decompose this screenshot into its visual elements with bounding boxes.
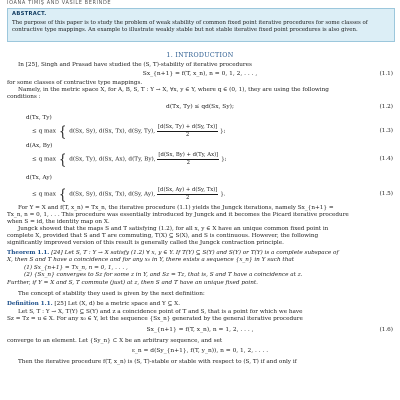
- left-brace: {: [58, 122, 67, 140]
- left-brace: {: [58, 150, 67, 168]
- running-header: IOANA TIMIŞ AND VASILE BERINDE: [7, 0, 112, 6]
- equation-1-6-number: (1.6): [379, 327, 393, 333]
- definition-line4: converge to an element. Let {Sy_n} ⊂ X be an arbitrary sequence, and set: [7, 338, 223, 344]
- eq5-frac-den: 2: [185, 194, 190, 201]
- left-brace: {: [58, 185, 67, 203]
- eq4-frac-den: 2: [186, 159, 190, 166]
- equation-1-4-lhs: d(Ax, By): [26, 143, 53, 149]
- definition-heading: Definition 1.1.: [7, 301, 53, 307]
- eq3-fraction: [157, 124, 218, 137]
- theorem-line3: Further, if Y = X and S, T commute (just) at z, then S and T have an unique fixed point.: [7, 280, 258, 286]
- equation-1-1: Sx_{n+1} = f(T, x_n), n = 0, 1, 2, . . . ,: [142, 71, 258, 77]
- eq3-args: d(Sx, Sy), d(Sx, Tx), d(Sy, Ty),: [69, 128, 156, 135]
- equation-1-6: Sx_{n+1} = f(T, x_n), n = 1, 2, . . . ,: [146, 327, 254, 333]
- theorem-item-2: (2) {Sx_n} converges to Sz for some z in Y, and Sz = Tz, that is, S and T have a coincidence at z.: [24, 272, 303, 278]
- eq3-frac-num: [d(Sx, Ty) + d(Sy, Tx)]: [157, 124, 218, 131]
- para1-line4: conditions :: [7, 94, 41, 100]
- equation-1-1-number: (1.1): [379, 71, 393, 77]
- eq4-prefix: ≤ q max: [32, 156, 57, 163]
- para3-line1: The concept of stability they used is given by the next definition:: [18, 291, 205, 297]
- para2-line2: Tx_n, n = 0, 1, . . . This procedure was essentially introduced by Jungck and it becomes the Picard iterative procedure: [7, 212, 349, 218]
- definition-line1: [7, 301, 393, 308]
- equation-1-4-rhs: [32, 152, 227, 166]
- equation-1-5-rhs: [32, 187, 226, 201]
- definition-line5: Then the iterative procedure f(T, x_n) is (S, T)-stable or stable with respect to (S, T) if and only if: [18, 359, 297, 365]
- definition-line3: Sz = Tz = u ∈ X. For any x₀ ∈ Y, let the sequence {Sx_n} generated by the general iterative procedure: [7, 316, 303, 322]
- abstract-text: The purpose of this paper is to study the problem of weak stability of common fixed point iterative procedures for some classes of contractive type mappings. An example to illustrate weakly stable but not stable iterative fixed point procedures is also given.: [12, 20, 368, 34]
- equation-1-4-number: (1.4): [379, 156, 393, 162]
- equation-1-3-number: (1.3): [379, 128, 393, 134]
- para1-line3: Namely, in the metric space X, for A, B, S, T : Y → X, ∀x, y ∈ Y, where q ∈ (0, 1), they are using the following: [18, 87, 329, 93]
- para2-line4: Jungck showed that the maps S and T satisfying (1.2), for all x, y ∈ X have an unique common fixed point in: [18, 226, 329, 232]
- para2-line5: complete X, provided that S and T are commuting, T(X) ⊆ S(X), and S is continuous. However, the following: [7, 233, 319, 239]
- equation-1-2-number: (1.2): [379, 104, 393, 110]
- eq3-end: };: [220, 128, 226, 135]
- equation-1-5-lhs: d(Tx, Ay): [26, 175, 52, 181]
- para2-line6: significantly improved version of this result is generally called the Jungck contraction principle.: [7, 240, 284, 246]
- equation-epsilon: ε_n = d(Sy_{n+1}, f(T, y_n)), n = 0, 1, 2, . . . .: [131, 348, 269, 354]
- section-title: 1. INTRODUCTION: [166, 52, 234, 59]
- equation-1-3-lhs: d(Tx, Ty): [26, 115, 52, 121]
- eq5-fraction: [157, 187, 218, 200]
- para2-line1: For Y = X and f(T, x_n) = Tx_n, the iterative procedure (1.1) yields the Jungck iterations, namely Sx_{n+1} =: [18, 205, 334, 211]
- theorem-text-1: [24] Let S, T : Y → X satisfy (1.2) ∀ x, y ∈ Y. If T(Y) ⊆ S(Y) and S(Y) or T(Y) is a complete subspace of: [51, 250, 339, 256]
- eq5-end: }.: [220, 191, 226, 198]
- theorem-item-1: (1) Sx_{n+1} = Tx_n, n = 0, 1, . . . ,: [24, 265, 128, 271]
- abstract-box: [7, 8, 395, 42]
- para1-line2: for some classes of contractive type mappings.: [7, 80, 143, 86]
- eq3-frac-den: 2: [185, 131, 190, 138]
- definition-text-1: [25] Let (X, d) be a metric space and Y ⊆ X.: [54, 301, 181, 307]
- equation-1-2: d(Tx, Ty) ≤ qd(Sx, Sy);: [166, 104, 234, 110]
- theorem-heading: Theorem 1.1.: [7, 250, 50, 256]
- eq3-prefix: ≤ q max: [32, 128, 57, 135]
- equation-1-3-rhs: [32, 124, 226, 138]
- equation-1-5-number: (1.5): [379, 191, 393, 197]
- abstract-title: ABSTRACT.: [12, 11, 47, 17]
- eq4-args: d(Sx, Ty), d(Sx, Ax), d(Ty, By),: [69, 156, 156, 163]
- eq4-end: };: [221, 156, 227, 163]
- eq5-args: d(Sx, Sy), d(Sx, Tx), d(Sy, Ay),: [69, 191, 156, 198]
- eq5-frac-num: [d(Sx, Ay) + d(Sy, Tx)]: [157, 187, 218, 194]
- eq5-prefix: ≤ q max: [32, 191, 57, 198]
- eq4-fraction: [157, 152, 219, 165]
- theorem-line2: X, then S and T have a coincidence and for any x₀ in Y, there exists a sequence {x_n} in Y such that: [7, 257, 295, 263]
- para2-line3: when S = id, the identity map on X.: [7, 219, 110, 225]
- para1-line1: In [25], Singh and Prasad have studied the (S, T)-stability of iterative procedures: [18, 62, 252, 68]
- theorem-line1: [7, 250, 393, 257]
- definition-line2: Let S, T : Y → X, T(Y) ⊆ S(Y) and z a coincidence point of T and S, that is a point for which we have: [18, 309, 303, 315]
- eq4-frac-num: [d(Sx, By) + d(Ty, Ax)]: [158, 152, 219, 159]
